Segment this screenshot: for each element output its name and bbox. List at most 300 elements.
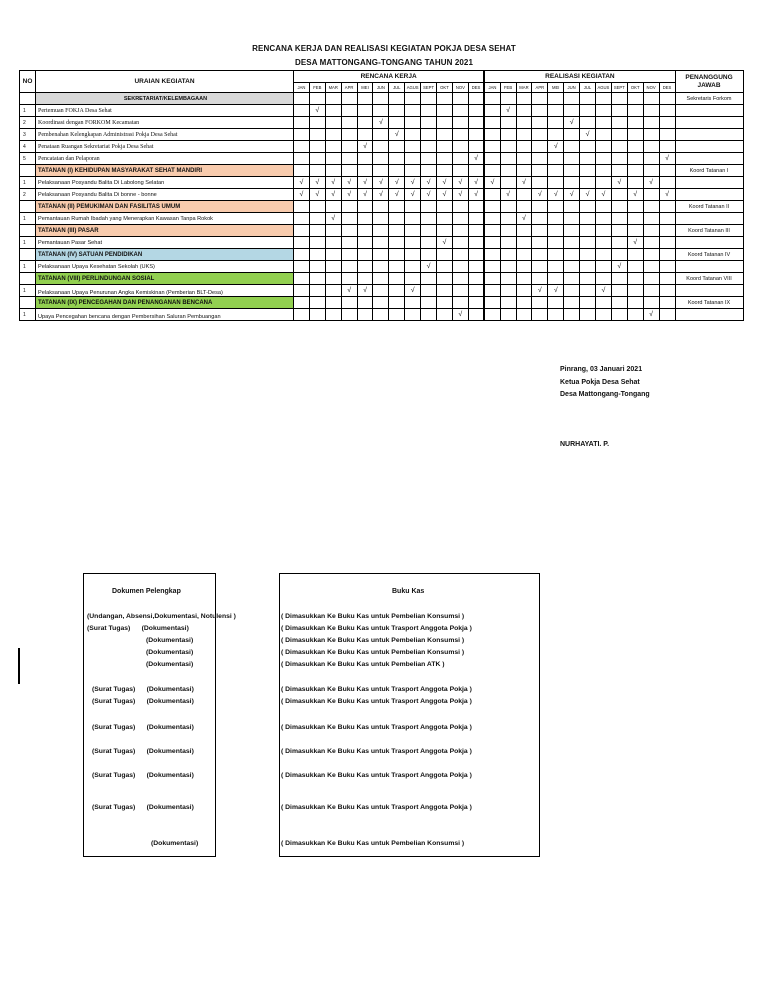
plan-month-feb: FEB [309, 83, 325, 93]
month-cell [564, 129, 580, 141]
month-cell [532, 297, 548, 309]
month-cell [611, 141, 627, 153]
dokumen-line: (Surat Tugas) (Dokumentasi) [92, 724, 194, 731]
month-cell [564, 273, 580, 285]
month-cell [294, 165, 310, 177]
month-cell [643, 285, 659, 297]
month-cell [405, 153, 421, 165]
plan-check-icon: √ [452, 189, 468, 201]
month-cell [373, 129, 389, 141]
month-cell [357, 237, 373, 249]
month-cell [532, 213, 548, 225]
plan-month-jun: JUN [373, 83, 389, 93]
month-cell [659, 141, 675, 153]
real-check-icon: √ [548, 189, 564, 201]
section-no-cell [20, 165, 36, 177]
plan-check-icon: √ [357, 189, 373, 201]
plan-check-icon: √ [294, 189, 310, 201]
activity-label: Pembenahan Kelengkapan Administrasi Pokja Desa Sehat [36, 129, 294, 141]
month-cell [500, 309, 516, 321]
month-cell [659, 117, 675, 129]
real-month-jul: JUL [580, 83, 596, 93]
month-cell [373, 213, 389, 225]
section-label: TATANAN (II) PEMUKIMAN DAN FASILITAS UMUM [36, 201, 294, 213]
month-cell [564, 261, 580, 273]
month-cell [564, 165, 580, 177]
month-cell [611, 201, 627, 213]
month-cell [643, 141, 659, 153]
month-cell [643, 273, 659, 285]
month-cell [611, 93, 627, 105]
month-cell [564, 93, 580, 105]
month-cell [373, 201, 389, 213]
month-cell [500, 153, 516, 165]
month-cell [548, 201, 564, 213]
month-cell [452, 117, 468, 129]
month-cell [484, 93, 500, 105]
table-header-row [20, 71, 744, 83]
dokumen-line: (Dokumentasi) [146, 661, 194, 668]
month-cell [405, 93, 421, 105]
real-check-icon: √ [627, 189, 643, 201]
month-cell [611, 273, 627, 285]
month-cell [468, 165, 484, 177]
month-cell [580, 93, 596, 105]
month-cell [405, 237, 421, 249]
month-cell [437, 165, 453, 177]
month-cell [659, 237, 675, 249]
plan-check-icon: √ [468, 189, 484, 201]
section-penanggung-jawab: Koord Tatanan II [675, 201, 743, 213]
month-cell [325, 201, 341, 213]
real-check-icon: √ [548, 141, 564, 153]
header-penanggung-jawab: PENANGGUNG JAWAB [675, 71, 743, 93]
month-cell [437, 285, 453, 297]
text-cursor [18, 648, 20, 684]
month-cell [580, 261, 596, 273]
month-cell [325, 261, 341, 273]
plan-check-icon: √ [341, 189, 357, 201]
month-cell [452, 129, 468, 141]
month-cell [421, 117, 437, 129]
signature-name: NURHAYATI. P. [560, 441, 610, 448]
activity-label: Pelaksanaan Upaya Penurunan Angka Kemiskinan (Pemberian BLT-Desa) [36, 285, 294, 297]
month-cell [516, 189, 532, 201]
month-cell [611, 105, 627, 117]
month-cell [611, 309, 627, 321]
month-cell [294, 201, 310, 213]
month-cell [595, 213, 611, 225]
real-check-icon: √ [580, 189, 596, 201]
month-cell [500, 237, 516, 249]
month-cell [373, 249, 389, 261]
plan-month-apr: APR [341, 83, 357, 93]
month-cell [611, 237, 627, 249]
month-cell [341, 249, 357, 261]
month-cell [548, 309, 564, 321]
header-uraian: URAIAN KEGIATAN [36, 71, 294, 93]
month-cell [564, 309, 580, 321]
month-cell [611, 213, 627, 225]
plan-check-icon: √ [294, 177, 310, 189]
month-cell [532, 237, 548, 249]
month-cell [309, 93, 325, 105]
real-check-icon: √ [548, 285, 564, 297]
month-cell [627, 225, 643, 237]
month-cell [484, 309, 500, 321]
month-cell [294, 225, 310, 237]
month-cell [357, 93, 373, 105]
activity-row [20, 213, 744, 225]
plan-month-jan: JAN [294, 83, 310, 93]
month-cell [389, 225, 405, 237]
month-cell [389, 237, 405, 249]
month-cell [309, 129, 325, 141]
month-cell [611, 249, 627, 261]
month-cell [389, 141, 405, 153]
month-cell [643, 117, 659, 129]
plan-check-icon: √ [389, 189, 405, 201]
month-cell [341, 297, 357, 309]
month-cell [357, 297, 373, 309]
month-cell [564, 213, 580, 225]
plan-month-agus: AGUS [405, 83, 421, 93]
plan-check-icon: √ [325, 177, 341, 189]
plan-check-icon: √ [325, 189, 341, 201]
month-cell [548, 297, 564, 309]
month-cell [643, 189, 659, 201]
activity-row [20, 285, 744, 297]
month-cell [389, 117, 405, 129]
activity-row [20, 189, 744, 201]
month-cell [452, 261, 468, 273]
month-cell [341, 105, 357, 117]
activity-no: 1 [20, 213, 36, 225]
month-cell [452, 165, 468, 177]
month-cell [484, 225, 500, 237]
month-cell [294, 273, 310, 285]
month-cell [294, 285, 310, 297]
real-month-agus: AGUS [595, 83, 611, 93]
month-cell [516, 201, 532, 213]
month-cell [468, 141, 484, 153]
month-cell [341, 213, 357, 225]
month-cell [643, 213, 659, 225]
month-cell [500, 285, 516, 297]
month-cell [643, 249, 659, 261]
month-cell [341, 225, 357, 237]
month-cell [595, 273, 611, 285]
real-month-des: DES [659, 83, 675, 93]
month-cell [294, 153, 310, 165]
buku-kas-line: ( Dimasukkan Ke Buku Kas untuk Trasport Anggota Pokja ) [281, 804, 472, 811]
month-cell [659, 297, 675, 309]
month-cell [437, 261, 453, 273]
activity-label: Pelaksanaan Posyandu Balita Di bonne - bonne [36, 189, 294, 201]
month-cell [500, 261, 516, 273]
plan-check-icon: √ [373, 189, 389, 201]
month-cell [595, 153, 611, 165]
activity-label: Pencatatan dan Pelaporan [36, 153, 294, 165]
month-cell [325, 153, 341, 165]
month-cell [468, 201, 484, 213]
real-check-icon: √ [659, 153, 675, 165]
signature-village: Desa Mattongang-Tongang [560, 391, 650, 398]
month-cell [357, 165, 373, 177]
real-month-mar: MAR [516, 83, 532, 93]
month-cell [595, 201, 611, 213]
month-cell [325, 249, 341, 261]
month-cell [405, 129, 421, 141]
month-cell [580, 237, 596, 249]
plan-check-icon: √ [405, 177, 421, 189]
month-cell [437, 129, 453, 141]
month-cell [516, 141, 532, 153]
month-cell [452, 141, 468, 153]
real-check-icon: √ [611, 177, 627, 189]
signature-role: Ketua Pokja Desa Sehat [560, 379, 640, 386]
section-row [20, 93, 744, 105]
activity-no: 5 [20, 153, 36, 165]
month-cell [643, 129, 659, 141]
month-cell [437, 309, 453, 321]
plan-check-icon: √ [341, 285, 357, 297]
month-cell [341, 261, 357, 273]
month-cell [643, 261, 659, 273]
month-cell [405, 213, 421, 225]
month-cell [421, 201, 437, 213]
section-label: TATANAN (III) PASAR [36, 225, 294, 237]
month-cell [484, 297, 500, 309]
plan-month-des: DES [468, 83, 484, 93]
month-cell [659, 273, 675, 285]
month-cell [611, 285, 627, 297]
activity-penanggung-jawab [675, 213, 743, 225]
month-cell [564, 141, 580, 153]
month-cell [294, 261, 310, 273]
buku-kas-line: ( Dimasukkan Ke Buku Kas untuk Pembelian Konsumsi ) [281, 613, 465, 620]
month-cell [516, 153, 532, 165]
month-cell [580, 309, 596, 321]
month-cell [437, 93, 453, 105]
month-cell [564, 285, 580, 297]
section-label: TATANAN (IX) PENCEGAHAN DAN PENANGANAN BENCANA [36, 297, 294, 309]
month-cell [373, 309, 389, 321]
month-cell [437, 153, 453, 165]
month-cell [659, 225, 675, 237]
plan-check-icon: √ [309, 189, 325, 201]
month-cell [500, 225, 516, 237]
month-cell [452, 93, 468, 105]
month-cell [564, 153, 580, 165]
month-cell [421, 93, 437, 105]
activity-no: 1 [20, 177, 36, 189]
dokumen-line: (Surat Tugas) (Dokumentasi) [92, 698, 194, 705]
month-cell [659, 201, 675, 213]
document-title: RENCANA KERJA DAN REALISASI KEGIATAN POKJA DESA SEHAT [252, 44, 516, 53]
month-cell [580, 141, 596, 153]
plan-check-icon: √ [309, 177, 325, 189]
month-cell [468, 273, 484, 285]
buku-kas-line: ( Dimasukkan Ke Buku Kas untuk Trasport Anggota Pokja ) [281, 748, 472, 755]
real-check-icon: √ [500, 189, 516, 201]
month-cell [452, 237, 468, 249]
month-cell [468, 237, 484, 249]
dokumen-line: (Dokumentasi) [146, 649, 194, 656]
month-cell [484, 261, 500, 273]
dokumen-line: (Surat Tugas) (Dokumentasi) [92, 772, 194, 779]
month-cell [341, 165, 357, 177]
activity-penanggung-jawab [675, 261, 743, 273]
activity-label: Pertemuan FOKJA Desa Sehat [36, 105, 294, 117]
month-cell [357, 213, 373, 225]
section-label: TATANAN (VIII) PERLINDUNGAN SOSIAL [36, 273, 294, 285]
month-cell [532, 153, 548, 165]
real-check-icon: √ [595, 285, 611, 297]
month-cell [294, 105, 310, 117]
month-cell [437, 225, 453, 237]
month-cell [659, 177, 675, 189]
real-month-nov: NOV [643, 83, 659, 93]
month-cell [325, 285, 341, 297]
section-row [20, 165, 744, 177]
month-cell [516, 297, 532, 309]
month-cell [452, 213, 468, 225]
section-no-cell [20, 249, 36, 261]
plan-month-okt: OKT [437, 83, 453, 93]
month-cell [627, 249, 643, 261]
activity-row [20, 105, 744, 117]
month-cell [452, 273, 468, 285]
plan-check-icon: √ [468, 177, 484, 189]
month-cell [452, 153, 468, 165]
month-cell [294, 213, 310, 225]
plan-check-icon: √ [437, 177, 453, 189]
month-cell [357, 117, 373, 129]
month-cell [611, 189, 627, 201]
month-cell [580, 177, 596, 189]
dokumen-line: (Dokumentasi) [151, 840, 199, 847]
real-month-feb: FEB [500, 83, 516, 93]
month-cell [595, 225, 611, 237]
plan-check-icon: √ [373, 177, 389, 189]
month-cell [548, 129, 564, 141]
month-cell [421, 297, 437, 309]
month-cell [294, 93, 310, 105]
section-label: TATANAN (I) KEHIDUPAN MASYARAKAT SEHAT MANDIRI [36, 165, 294, 177]
month-cell [373, 285, 389, 297]
month-cell [309, 297, 325, 309]
real-check-icon: √ [580, 129, 596, 141]
plan-month-mei: MEI [357, 83, 373, 93]
plan-check-icon: √ [357, 285, 373, 297]
activity-row [20, 117, 744, 129]
month-cell [532, 273, 548, 285]
month-cell [373, 237, 389, 249]
month-cell [484, 165, 500, 177]
month-cell [500, 165, 516, 177]
month-cell [500, 129, 516, 141]
activity-penanggung-jawab [675, 153, 743, 165]
month-cell [389, 165, 405, 177]
real-check-icon: √ [643, 309, 659, 321]
buku-kas-line: ( Dimasukkan Ke Buku Kas untuk Trasport Anggota Pokja ) [281, 724, 472, 731]
month-cell [643, 105, 659, 117]
month-cell [516, 309, 532, 321]
month-cell [516, 237, 532, 249]
section-label: TATANAN (IV) SATUAN PENDIDIKAN [36, 249, 294, 261]
activity-label: Koordinasi dengan FORKOM Kecamatan [36, 117, 294, 129]
month-cell [516, 225, 532, 237]
month-cell [580, 285, 596, 297]
activity-row [20, 237, 744, 249]
month-cell [389, 309, 405, 321]
month-cell [548, 117, 564, 129]
section-label: SEKRETARIAT/KELEMBAGAAN [36, 93, 294, 105]
month-cell [405, 117, 421, 129]
month-cell [389, 297, 405, 309]
month-cell [595, 261, 611, 273]
buku-kas-line: ( Dimasukkan Ke Buku Kas untuk Trasport Anggota Pokja ) [281, 698, 472, 705]
activity-penanggung-jawab [675, 237, 743, 249]
activity-no: 2 [20, 189, 36, 201]
month-cell [309, 141, 325, 153]
real-check-icon: √ [643, 177, 659, 189]
activity-no: 1 [20, 237, 36, 249]
month-cell [643, 237, 659, 249]
real-month-jun: JUN [564, 83, 580, 93]
buku-kas-line: ( Dimasukkan Ke Buku Kas untuk Pembelian Konsumsi ) [281, 649, 465, 656]
month-cell [484, 273, 500, 285]
month-cell [484, 105, 500, 117]
real-check-icon: √ [532, 189, 548, 201]
buku-kas-line: ( Dimasukkan Ke Buku Kas untuk Pembelian Konsumsi ) [281, 637, 465, 644]
real-check-icon: √ [516, 177, 532, 189]
month-cell [484, 129, 500, 141]
month-cell [548, 105, 564, 117]
month-cell [500, 249, 516, 261]
month-cell [325, 141, 341, 153]
month-cell [341, 309, 357, 321]
month-cell [484, 213, 500, 225]
month-cell [468, 93, 484, 105]
month-cell [627, 285, 643, 297]
month-cell [532, 129, 548, 141]
month-cell [659, 93, 675, 105]
month-cell [611, 129, 627, 141]
buku-kas-line: ( Dimasukkan Ke Buku Kas untuk Pembelian Konsumsi ) [281, 840, 465, 847]
month-cell [643, 93, 659, 105]
month-cell [627, 261, 643, 273]
month-cell [468, 117, 484, 129]
month-cell [357, 129, 373, 141]
work-plan-table [19, 70, 744, 321]
header-no: NO [20, 71, 36, 93]
month-cell [357, 105, 373, 117]
plan-month-nov: NOV [452, 83, 468, 93]
month-cell [405, 141, 421, 153]
month-cell [532, 165, 548, 177]
month-cell [325, 93, 341, 105]
month-cell [405, 309, 421, 321]
month-cell [532, 105, 548, 117]
month-cell [627, 213, 643, 225]
month-cell [341, 153, 357, 165]
month-cell [532, 93, 548, 105]
month-cell [659, 213, 675, 225]
real-month-mei: MEI [548, 83, 564, 93]
month-cell [564, 297, 580, 309]
